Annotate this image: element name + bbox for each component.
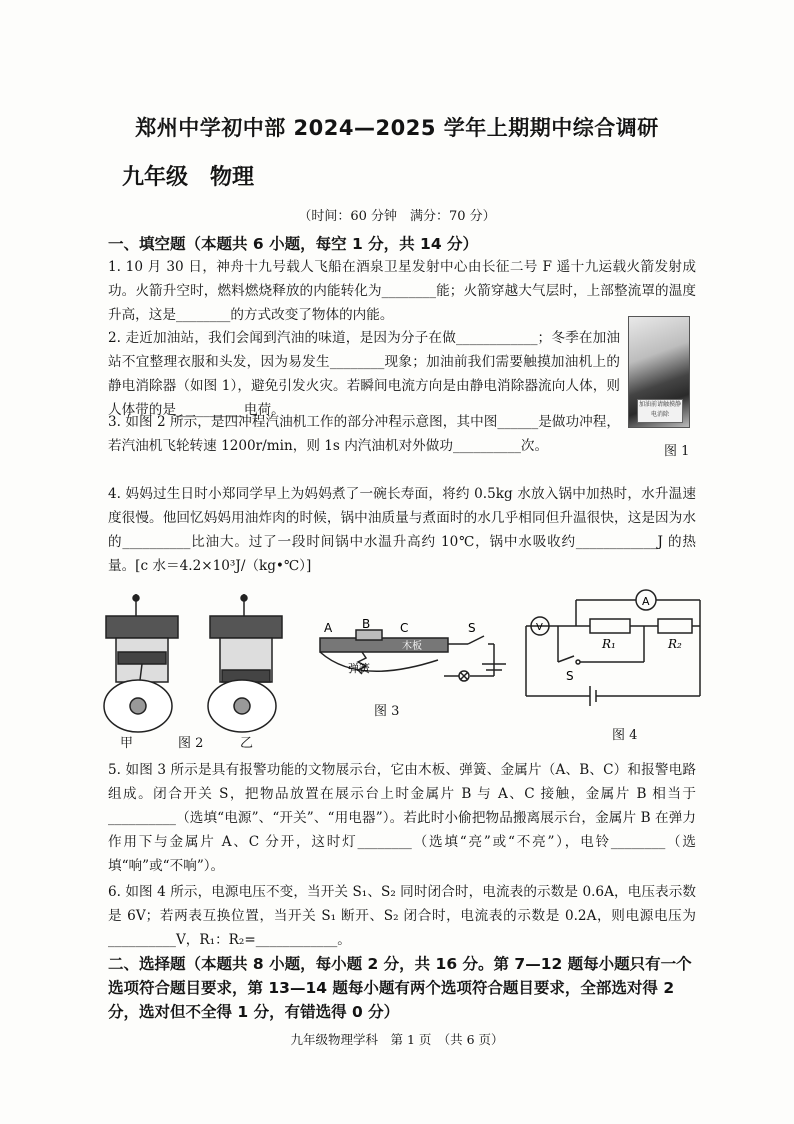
question-6: 6. 如图 4 所示，电源电压不变，当开关 S₁、S₂ 同时闭合时，电流表的示数是 0.6A，电压表示数是 6V；若两表互换位置，当开关 S₁ 断开、S₂ 闭合时，电流表的示数是 0.2A，则电源电压为__________V，R₁：R₂=____________。 <box>108 884 696 948</box>
fig4-r1-label: R₁ <box>602 637 616 651</box>
figure-4-circuit <box>518 584 708 714</box>
fig3-label-s: S <box>468 621 476 635</box>
page-title: 郑州中学初中部 2024—2025 学年上期期中综合调研 <box>135 116 659 140</box>
question-2: 2. 走近加油站，我们会闻到汽油的味道，是因为分子在做____________；冬季在加油站不宜整理衣服和头发，因为易发生________现象；加油前我们需要触摸加油机上的静电消除器（如图 1），避免引发火灾。若瞬间电流方向是由静电消除器流向人体，则人体带的是__________电荷。 <box>108 330 620 418</box>
grade-subject: 九年级 物理 <box>122 165 255 190</box>
fig4-switch-label: S <box>566 669 574 683</box>
fig4-ammeter-label: A <box>642 595 650 608</box>
section-choice-heading: 二、选择题（本题共 8 小题，每小题 2 分，共 16 分。第 7—12 题每小题只有一个选项符合题目要求，第 13—14 题每小题有两个选项符合题目要求，全部选对得 2 分，选对但不全得 1 分，有错选得 0 分） <box>108 955 692 1021</box>
question-1: 1. 10 月 30 日，神舟十九号载人飞船在酒泉卫星发射中心由长征二号 F 遥十九运载火箭发射成功。火箭升空时，燃料燃烧释放的内能转化为________能；火箭穿越大气层时，上部整流罩的温度升高，这是________的方式改变了物体的内能。 <box>108 259 696 323</box>
figure-2-caption: 图 2 <box>178 736 204 751</box>
fig3-label-spring: 弹簧 <box>348 662 370 675</box>
question-5: 5. 如图 3 所示是具有报警功能的文物展示台，它由木板、弹簧、金属片（A、B、C）和报警电路组成。闭合开关 S，把物品放置在展示台上时金属片 B 与 A、C 接触，金属片 B 相当于__________（选填“电源”、“开关”、“用电器”）。若此时小偷把物品搬离展示台，金属片 B 在弹力作用下与金属片 A、C 分开，这时灯________（选填“亮”或“不亮”），电铃________（选填“响”或“不响”）。 <box>108 762 696 874</box>
page-footer: 九年级物理学科 第 1 页 （共 6 页） <box>290 1032 504 1047</box>
fig3-label-board: 木板 <box>402 641 422 652</box>
static-eliminator-photo <box>628 316 690 428</box>
fig3-label-c: C <box>400 621 409 635</box>
fig3-label-b: B <box>362 617 371 631</box>
question-4: 4. 妈妈过生日时小郑同学早上为妈妈煮了一碗长寿面，将约 0.5kg 水放入锅中加热时，水升温速度很慢。他回忆妈妈用油炸肉的时候，锅中油质量与煮面时的水几乎相同但升温很快，这是因为水的__________比油大。过了一段时间锅中水温升高约 10℃，锅中水吸收约____________J 的热量。[c 水＝4.2×10³J/（kg•℃）] <box>108 486 696 574</box>
figure-4-caption: 图 4 <box>612 728 638 743</box>
photo-sign-text: 加油前请触摸静电消除 <box>637 399 683 423</box>
exam-meta: （时间：60 分钟 满分：70 分） <box>298 209 496 224</box>
fig4-r2-label: R₂ <box>668 637 682 651</box>
figure-2-label-right: 乙 <box>240 736 254 751</box>
figure-1-caption: 图 1 <box>664 444 690 459</box>
section-fill-heading: 一、填空题（本题共 6 小题，每空 1 分，共 14 分） <box>108 235 479 253</box>
question-3: 3. 如图 2 所示，是四冲程汽油机工作的部分冲程示意图，其中图______是做功冲程，若汽油机飞轮转速 1200r/min，则 1s 内汽油机对外做功__________次。 <box>108 414 620 454</box>
figure-3-caption: 图 3 <box>374 704 400 719</box>
figure-3-alarm-circuit <box>318 616 508 696</box>
figure-2-label-left: 甲 <box>120 736 134 751</box>
fig4-voltmeter-label: V <box>536 622 543 633</box>
fig3-label-a: A <box>324 621 333 635</box>
figure-2-engine-diagram <box>98 588 298 748</box>
